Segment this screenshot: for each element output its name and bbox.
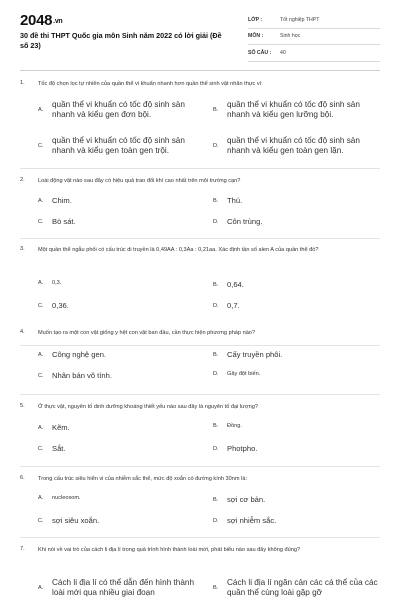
option-text: Nhân bản vô tính. [52,371,112,380]
question-number: 4. [20,329,25,335]
option-letter: A. [38,107,44,113]
option-text: 0,3. [52,280,62,286]
option-letter: B. [213,585,219,591]
option-text: quần thể vi khuẩn có tốc độ sinh sản nhanh và kiểu gen đơn bội. [52,100,185,119]
option-d[interactable] [213,371,260,377]
option-letter: C. [38,143,44,149]
option-text: Bò sát. [52,217,76,226]
option-c[interactable] [38,444,66,453]
option-text: Côn trùng. [227,217,263,226]
option-b[interactable] [213,100,383,120]
meta-label: SỐ CÂU : [248,49,272,56]
option-b[interactable] [213,350,282,359]
document-meta [248,12,380,62]
option-letter: B. [213,281,219,288]
option-a[interactable] [38,196,72,205]
document-title: 30 đề thi THPT Quốc gia môn Sinh năm 2022 có lời giải (Đề số 23) [20,31,222,50]
option-d[interactable] [213,301,240,310]
meta-row-count [248,45,380,62]
option-text: sợi nhiễm sắc. [227,516,277,525]
question-text: Một quần thể ngẫu phối có cấu trúc di truyền là 0,49AA : 0,3Aa : 0,21aa. Xác định tần số alen A của quần thể đó? [38,247,319,253]
meta-label: MÔN : [248,33,264,40]
option-text: sợi cơ bản. [227,495,266,504]
option-b[interactable] [213,280,244,289]
option-text: Công nghệ gen. [52,350,107,359]
document-header [0,0,400,70]
option-a[interactable] [38,578,208,598]
question-number: 6. [20,475,25,481]
question-divider [20,238,380,239]
option-letter: C. [38,218,44,225]
option-text: nucleoxom. [52,495,81,501]
option-letter: B. [213,197,219,204]
option-text: Chim. [52,196,72,205]
meta-row-grade [248,12,380,29]
option-letter: D. [213,445,219,452]
option-text: quần thể vi khuẩn có tốc độ sinh sản nhanh và kiểu gen toàn gen lặn. [227,136,360,155]
question-divider [20,537,380,538]
option-c[interactable] [38,136,208,156]
option-text: Gây đột biến. [227,371,261,377]
option-text: sợi siêu xoắn. [52,516,100,525]
meta-label: LỚP : [248,16,263,23]
option-b[interactable] [213,423,242,429]
question-text: Loài động vật nào sau đây có hiệu quả trao đổi khí cao nhất trên môi trường cạn? [38,178,241,184]
option-letter: A. [38,495,44,501]
option-text: 0,7. [227,301,240,310]
option-letter: D. [213,218,219,225]
meta-row-subject [248,29,380,46]
option-text: quần thể vi khuẩn có tốc độ sinh sản nhanh và kiểu gen lưỡng bội. [227,100,360,119]
option-text: quần thể vi khuẩn có tốc độ sinh sản nhanh và kiểu gen toàn gen trội. [52,136,185,155]
option-text: Đồng. [227,423,242,429]
option-letter: C. [38,517,44,524]
option-a[interactable] [38,100,208,120]
option-c[interactable] [38,301,69,310]
option-b[interactable] [213,578,383,598]
option-letter: A. [38,280,44,286]
option-text: Cách li địa lí có thể dẫn đến hình thành loài mới qua nhiều giai đoạn [52,578,195,597]
question-divider [20,168,380,169]
option-letter: D. [213,371,219,377]
option-letter: D. [213,143,219,149]
question-divider [20,345,380,346]
question-number: 1. [20,80,25,86]
meta-value: 40 [280,49,286,56]
option-letter: B. [213,496,219,503]
option-text: Cấy truyền phôi. [227,350,283,359]
option-letter: B. [213,107,219,113]
option-d[interactable] [213,217,262,226]
question-text: Ở thực vật, nguyên tố dinh dưỡng khoáng thiết yếu nào sau đây là nguyên tố đại lượng? [38,404,258,410]
option-letter: C. [38,302,44,309]
option-a[interactable] [38,280,61,286]
question-number: 7. [20,546,25,552]
question-number: 5. [20,403,25,409]
option-letter: C. [38,372,44,379]
option-letter: D. [213,302,219,309]
option-letter: D. [213,517,219,524]
option-text: 0,36. [52,301,69,310]
option-text: Sắt. [52,444,66,453]
option-a[interactable] [38,495,81,501]
option-d[interactable] [213,136,383,156]
option-d[interactable] [213,516,276,525]
logo-suffix: .vn [53,17,63,25]
question-text: Khi nói về vai trò của cách li địa lí trong quá trình hình thành loài mới, phát biểu nào sau đây không đúng? [38,547,301,553]
option-text: Photpho. [227,444,258,453]
question-divider [20,394,380,395]
option-c[interactable] [38,516,99,525]
question-text: Muốn tạo ra một con vật giống y hệt con vật ban đầu, cần thực hiện phương pháp nào? [38,330,256,336]
site-logo[interactable] [20,12,62,29]
meta-value: Sinh học [280,33,301,40]
option-letter: C. [38,445,44,452]
option-letter: B. [213,423,219,429]
question-number: 3. [20,246,25,252]
option-b[interactable] [213,495,265,504]
question-number: 2. [20,177,25,183]
option-b[interactable] [213,196,242,205]
option-letter: B. [213,351,219,358]
option-text: 0,64. [227,280,244,289]
logo-text: 2048 [20,12,53,29]
header-divider [20,70,380,71]
option-letter: A. [38,585,44,591]
option-letter: A. [38,424,44,431]
option-text: Cách li địa lí ngăn cản các cá thể của các quần thể cùng loài gặp gỡ [227,578,378,597]
option-letter: A. [38,351,44,358]
question-divider [20,466,380,467]
option-c[interactable] [38,217,76,226]
option-letter: A. [38,197,44,204]
option-text: Thú. [227,196,243,205]
option-a[interactable] [38,423,70,432]
option-c[interactable] [38,371,112,380]
option-text: Kẽm. [52,423,70,432]
option-d[interactable] [213,444,257,453]
question-text: Tốc độ chọn lọc tự nhiên của quần thể vi khuẩn nhanh hơn quần thể sinh vật nhân thực vì: [38,81,263,87]
question-text: Trong cấu trúc siêu hiển vi của nhiễm sắc thể, mức độ xoắn có đường kính 30nm là: [38,476,248,482]
option-a[interactable] [38,350,106,359]
meta-value: Tốt nghiệp THPT [280,16,320,23]
